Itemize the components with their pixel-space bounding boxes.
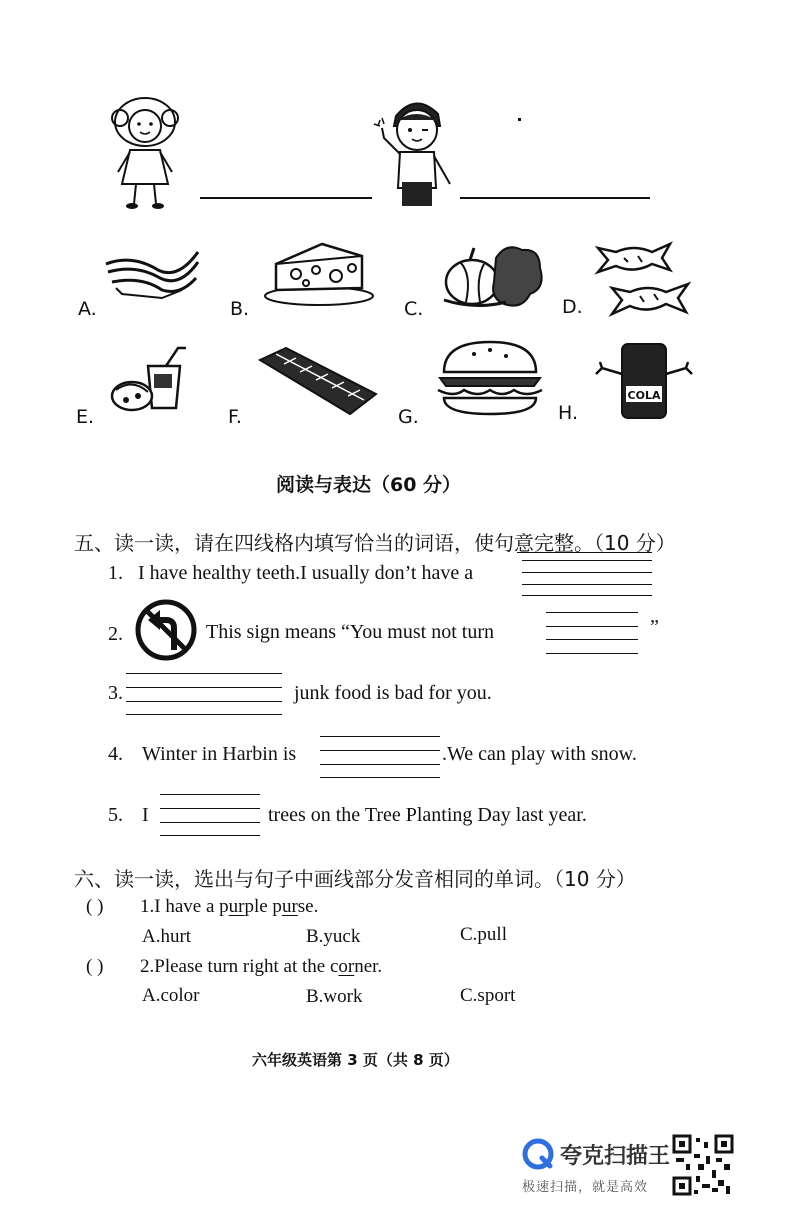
s6-q2-option-b[interactable]: B.work bbox=[306, 986, 363, 1007]
option-label-c: C. bbox=[404, 298, 424, 320]
s6-q2-answer-blank[interactable]: ( ) bbox=[86, 956, 104, 977]
s6-q1-underlined: ur bbox=[228, 896, 245, 917]
s6-q1-part: se. bbox=[297, 896, 319, 917]
option-label-b: B. bbox=[230, 298, 250, 320]
option-label-h: H. bbox=[558, 402, 578, 424]
s6-q1-underlined: ur bbox=[281, 896, 298, 917]
s5-q2-end-quote: ” bbox=[650, 616, 659, 638]
s5-q1-number: 1. bbox=[108, 562, 123, 584]
bacon-image bbox=[102, 244, 202, 300]
s6-q2-underlined: or bbox=[338, 956, 355, 977]
page-footer: 六年级英语第 3 页（共 8 页） bbox=[252, 1051, 459, 1069]
cheese-image bbox=[262, 238, 376, 308]
s5-q2-number: 2. bbox=[108, 623, 123, 645]
option-label-a: A. bbox=[78, 298, 97, 320]
s5-q5-answer-lines[interactable] bbox=[160, 794, 260, 836]
boy-answer-line[interactable] bbox=[460, 197, 650, 199]
s6-q2-part: ner. bbox=[354, 956, 383, 977]
boy-illustration bbox=[370, 92, 462, 212]
chocolate-bar-image bbox=[256, 344, 380, 418]
s5-q4-number: 4. bbox=[108, 743, 123, 765]
girl-answer-line[interactable] bbox=[200, 197, 372, 199]
s6-q1-part: 1.I have a p bbox=[140, 896, 229, 917]
s5-q2-answer-lines[interactable] bbox=[546, 612, 638, 654]
s5-q1-answer-lines[interactable] bbox=[522, 560, 652, 596]
option-label-d: D. bbox=[562, 296, 583, 318]
s5-q5-text-before: I bbox=[142, 804, 149, 826]
s6-q2-part: 2.Please turn right at the c bbox=[140, 956, 339, 977]
s6-q1-option-b[interactable]: B.yuck bbox=[306, 926, 361, 947]
s6-q2-option-a[interactable]: A.color bbox=[142, 985, 200, 1006]
s6-q1-answer-blank[interactable]: ( ) bbox=[86, 896, 104, 917]
s5-q4-text-before: Winter in Harbin is bbox=[142, 743, 297, 765]
cola-can-image bbox=[592, 338, 696, 424]
s6-q1-part: ple p bbox=[244, 896, 282, 917]
s5-q2-text: This sign means “You must not turn bbox=[206, 621, 494, 643]
s5-q3-answer-lines[interactable] bbox=[126, 673, 282, 715]
s6-q1-option-c[interactable]: C.pull bbox=[460, 924, 507, 945]
s5-q5-number: 5. bbox=[108, 804, 123, 826]
s5-q3-number: 3. bbox=[108, 682, 123, 704]
s6-q2-option-c[interactable]: C.sport bbox=[460, 985, 516, 1006]
hamburger-image bbox=[434, 336, 546, 420]
watermark-brand: 夸克扫描王 bbox=[560, 1144, 671, 1169]
section5-title: 五、读一读，请在四线格内填写恰当的词语，使句意完整。（10 分） bbox=[74, 531, 676, 555]
s5-q4-text-after: .We can play with snow. bbox=[442, 743, 637, 765]
s5-q4-answer-lines[interactable] bbox=[320, 736, 440, 778]
s5-q1-text: I have healthy teeth.I usually don’t have a bbox=[138, 562, 474, 584]
option-label-e: E. bbox=[76, 406, 95, 428]
qr-code-icon bbox=[672, 1134, 734, 1196]
vegetables-image bbox=[436, 238, 548, 312]
reading-section-heading: 阅读与表达（60 分） bbox=[276, 474, 462, 496]
s6-q1-sentence bbox=[140, 896, 318, 918]
quark-logo-icon bbox=[522, 1138, 554, 1170]
s6-q1-option-a[interactable]: A.hurt bbox=[142, 926, 192, 947]
option-label-f: F. bbox=[228, 406, 242, 428]
candies-image bbox=[594, 238, 694, 322]
cola-label: COLA bbox=[627, 389, 661, 402]
watermark-tagline: 极速扫描，就是高效 bbox=[522, 1180, 649, 1195]
section5-title-underline bbox=[517, 552, 652, 553]
juice-snack-image bbox=[106, 344, 194, 418]
option-label-g: G. bbox=[398, 406, 419, 428]
section6-title: 六、读一读，选出与句子中画线部分发音相同的单词。（10 分） bbox=[74, 867, 636, 891]
s5-q3-text: junk food is bad for you. bbox=[294, 682, 492, 704]
s6-q2-sentence bbox=[140, 956, 382, 978]
no-left-turn-sign-icon bbox=[134, 598, 198, 662]
s5-q5-text-after: trees on the Tree Planting Day last year. bbox=[268, 804, 587, 826]
girl-illustration bbox=[100, 92, 190, 212]
scan-speck bbox=[518, 118, 521, 121]
